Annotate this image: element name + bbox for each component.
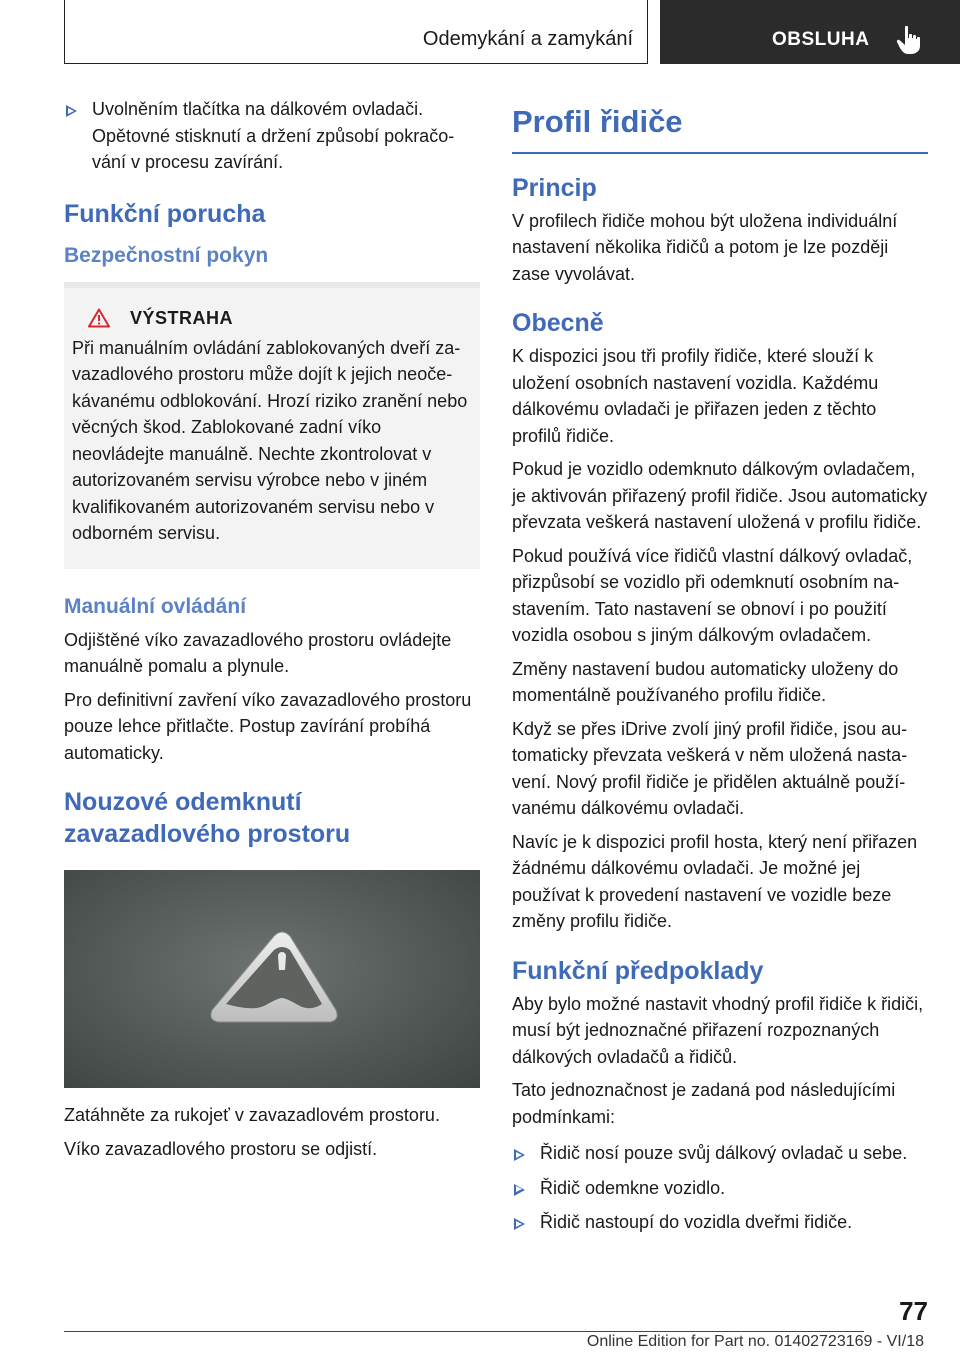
warning-title: VÝSTRAHA <box>130 307 234 328</box>
footer-edition-text: Online Edition for Part no. 01402723169 - VI/18 <box>586 1333 924 1350</box>
header-section-title: Odemykání a zamykání <box>422 28 633 50</box>
bullet-list-conditions <box>512 1140 928 1236</box>
paragraph: Pokud je vozidlo odemknuto dálkovým ovladačem, je aktivován přiřazený profil řidiče. Jsou automaticky převzata veškerá nastavení uložená v profilu řidiče. <box>512 459 928 532</box>
bullet-triangle-icon <box>66 105 77 117</box>
paragraph: Pokud používá více řidičů vlastní dálkový ovladač, přizpůsobí se vozidlo při odemknutí osobním nastavením. Tato nastavení se obnoví i po použití vozidla osobou s jiným dálkovým ovladačem. <box>512 545 913 645</box>
paragraph: Aby bylo možné nastavit vhodný profil řidiče k řidiči, musí být jednoznačné přiřazení rozpoznaných dálkových ovladačů a řidičů. <box>512 993 924 1067</box>
list-item-text: Řidič odemkne vozidlo. <box>540 1177 726 1198</box>
list-item <box>512 1209 928 1236</box>
paragraph: Zatáhněte za rukojeť v zavazadlovém prostoru. <box>64 1105 440 1125</box>
header-section-box <box>64 0 648 64</box>
list-item <box>64 96 480 176</box>
warning-text: Při manuálním ovládání zablokovaných dveří zavazadlového prostoru může dojít k jejich neočekávanému odblokování. Hrozí riziko zranění nebo věcných škod. Zablokované zadní víko neovládejte manuálně. Nechte zkontrolovat v autorizovaném servisu výrobce nebo v jiném kvalifikovaném autorizovaném servisu nebo v odborném servisu. <box>72 337 468 543</box>
left-column <box>64 96 480 1169</box>
header-tab-label: OBSLUHA <box>772 29 870 50</box>
paragraph: Změny nastavení budou automaticky uloženy do momentálně používaného profilu řidiče. <box>512 658 899 705</box>
heading-driver-profile: Profil řidiče <box>512 104 683 139</box>
warning-title-row <box>72 308 470 329</box>
header-tab <box>660 0 960 64</box>
heading-general: Obecně <box>512 309 604 337</box>
paragraph: Víko zavazadlového prostoru se odjistí. <box>64 1138 378 1159</box>
bullet-triangle-icon <box>514 1184 525 1196</box>
page-number: 77 <box>899 1296 928 1326</box>
warning-triangle-icon <box>88 308 110 328</box>
bullet-triangle-icon <box>514 1218 525 1230</box>
warning-box <box>64 288 480 569</box>
paragraph: Tato jednoznačnost je zadaná pod následujícími podmínkami: <box>512 1080 896 1127</box>
heading-prerequisites: Funkční předpoklady <box>512 956 764 985</box>
paragraph: Odjištěné víko zavazadlového prostoru ovládejte manuálně pomalu a plynule. <box>64 629 452 676</box>
paragraph: K dispozici jsou tři profily řidiče, které slouží k uložení osobních nastavení vozidla. Každému dálkovému ovladači je přiřazen jeden z těchto profilů řidiče. <box>512 346 879 446</box>
bullet-triangle-icon <box>514 1149 525 1161</box>
list-item <box>512 1140 928 1167</box>
trunk-release-handle-photo <box>64 870 480 1088</box>
heading-malfunction: Funkční porucha <box>64 199 266 228</box>
heading-principle: Princip <box>512 173 597 202</box>
list-item-text: Řidič nosí pouze svůj dálkový ovladač u sebe. <box>540 1143 908 1163</box>
paragraph: Navíc je k dispozici profil hosta, který není přiřazen žádnému dálkovému ovladači. Je možné jej používat k provedení nastavení ve vozidle beze změny profilu řidiče. <box>512 831 918 931</box>
heading-emergency-release: Nouzové odemknutí zavazadlového prostoru <box>64 788 351 848</box>
hand-pointer-icon <box>896 25 922 55</box>
heading-safety-note: Bezpečnostní pokyn <box>64 243 269 267</box>
heading-rule <box>512 152 928 154</box>
list-item <box>512 1175 928 1202</box>
footer-rule <box>64 1331 864 1332</box>
list-item-text: Uvolněním tlačítka na dálkovém ovladači. Opětovné stisknutí a držení způsobí pokračování v procesu zavírání. <box>92 99 455 172</box>
heading-manual-operation: Manuální ovládání <box>64 594 247 618</box>
bullet-list-top <box>64 96 480 176</box>
paragraph: Když se přes iDrive zvolí jiný profil řidiče, jsou automaticky převzata veškerá v něm uložená nastavení. Nový profil řidiče je přidělen aktuálně používanému dálkovému ovladači. <box>512 718 908 818</box>
paragraph: V profilech řidiče mohou být uložena individuální nastavení několika řidičů a potom je lze později zase vyvolávat. <box>512 210 898 284</box>
paragraph: Pro definitivní zavření víko zavazadlového prostoru pouze lehce přitlačte. Postup zavírání probíhá automaticky. <box>64 689 472 763</box>
list-item-text: Řidič nastoupí do vozidla dveřmi řidiče. <box>540 1212 853 1232</box>
right-column <box>512 96 928 1244</box>
